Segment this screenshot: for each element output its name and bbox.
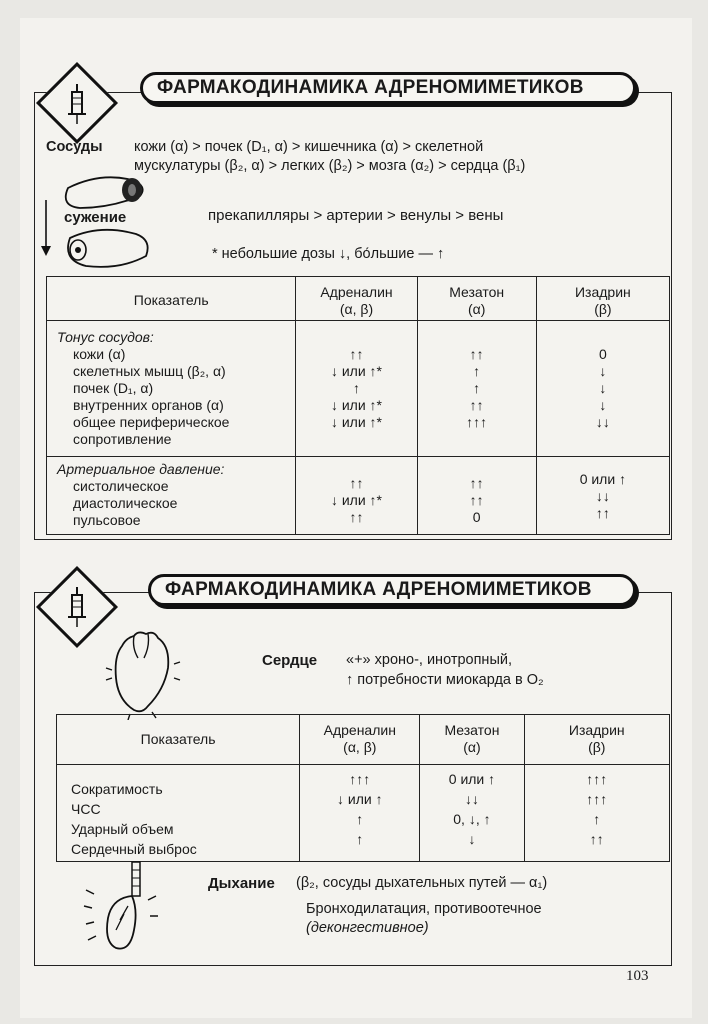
adrenalin-pressure-values: ↑↑ ↓ или ↑* ↑↑ bbox=[296, 457, 417, 535]
mezaton-pressure-values: ↑↑ ↑↑ 0 bbox=[417, 457, 536, 535]
header-mezaton: Мезатон (α) bbox=[417, 277, 536, 321]
heart-line1: «+» хроно-, инотропный, bbox=[346, 652, 512, 668]
header-indicator: Показатель bbox=[57, 715, 300, 765]
arterial-pressure-group bbox=[47, 457, 296, 535]
narrowing-label: сужение bbox=[64, 209, 127, 226]
vessels-line1: кожи (α) > почек (D₁, α) > кишечника (α) > скелетной bbox=[134, 139, 484, 155]
syringe-icon bbox=[62, 585, 92, 629]
breathing-line1: Бронходилатация, противоотечное bbox=[306, 901, 542, 917]
row-label: внутренних органов (α) bbox=[73, 397, 224, 413]
row-label: пульсовое bbox=[73, 512, 141, 528]
header-adrenalin: Адреналин (α, β) bbox=[300, 715, 420, 765]
heart-line2: ↑ потребности миокарда в O₂ bbox=[346, 672, 544, 688]
mezaton-vascular-values: ↑↑ ↑ ↑ ↑↑ ↑↑↑ bbox=[417, 321, 536, 457]
row-label: почек (D₁, α) bbox=[73, 380, 154, 396]
izadrin-pressure-values: 0 или ↑ ↓↓ ↑↑ bbox=[536, 457, 669, 535]
arterial-pressure-title: Артериальное давление: bbox=[57, 461, 225, 477]
breathing-line2: (деконгестивное) bbox=[306, 920, 429, 936]
izadrin-cardiac-values: ↑↑↑ ↑↑↑ ↑ ↑↑ bbox=[524, 765, 669, 862]
row-label: Ударный объем bbox=[71, 821, 174, 837]
mezaton-cardiac-values: 0 или ↑ ↓↓ 0, ↓, ↑ ↓ bbox=[420, 765, 524, 862]
row-label: кожи (α) bbox=[73, 346, 126, 362]
heart-icon bbox=[104, 628, 182, 720]
header-indicator: Показатель bbox=[47, 277, 296, 321]
page-number: 103 bbox=[626, 968, 649, 984]
izadrin-vascular-values: 0 ↓ ↓ ↓ ↓↓ bbox=[536, 321, 669, 457]
row-label: скелетных мышц (β₂, α) bbox=[73, 363, 226, 379]
adrenalin-cardiac-values: ↑↑↑ ↓ или ↑ ↑ ↑ bbox=[300, 765, 420, 862]
section2-title: ФАРМАКОДИНАМИКА АДРЕНОМИМЕТИКОВ bbox=[148, 574, 636, 606]
breathing-receptors: (β₂, сосуды дыхательных путей — α₁) bbox=[296, 875, 548, 891]
syringe-icon bbox=[62, 82, 92, 126]
header-izadrin: Изадрин (β) bbox=[536, 277, 669, 321]
vascular-tone-title: Тонус сосудов: bbox=[57, 329, 154, 345]
row-label: ЧСС bbox=[71, 801, 101, 817]
row-label: сопротивление bbox=[73, 431, 172, 447]
row-label: Сократимость bbox=[71, 781, 163, 797]
section1-table bbox=[46, 276, 670, 535]
vessel-order: прекапилляры > артерии > венулы > вены bbox=[208, 207, 504, 224]
section1-title: ФАРМАКОДИНАМИКА АДРЕНОМИМЕТИКОВ bbox=[140, 72, 636, 104]
header-adrenalin: Адреналин (α, β) bbox=[296, 277, 417, 321]
row-label: диастолическое bbox=[73, 495, 178, 511]
vessels-line2: мускулатуры (β₂, α) > легких (β₂) > мозга (α₂) > сердца (β₁) bbox=[134, 158, 526, 174]
section2-table bbox=[56, 714, 670, 862]
breathing-label: Дыхание bbox=[208, 875, 275, 892]
dose-note: * небольшие дозы ↓, бо́льшие — ↑ bbox=[212, 246, 445, 262]
lungs-icon bbox=[82, 860, 164, 956]
row-label: систолическое bbox=[73, 478, 169, 494]
row-label: Сердечный выброс bbox=[71, 841, 197, 857]
header-izadrin: Изадрин (β) bbox=[524, 715, 669, 765]
vascular-tone-group bbox=[47, 321, 296, 457]
cardiac-indicators bbox=[57, 765, 300, 862]
header-mezaton: Мезатон (α) bbox=[420, 715, 524, 765]
row-label: общее периферическое bbox=[73, 414, 230, 430]
heart-label: Сердце bbox=[262, 652, 318, 669]
vessels-label: Сосуды bbox=[46, 139, 103, 155]
adrenalin-vascular-values: ↑↑ ↓ или ↑* ↑ ↓ или ↑* ↓ или ↑* bbox=[296, 321, 417, 457]
